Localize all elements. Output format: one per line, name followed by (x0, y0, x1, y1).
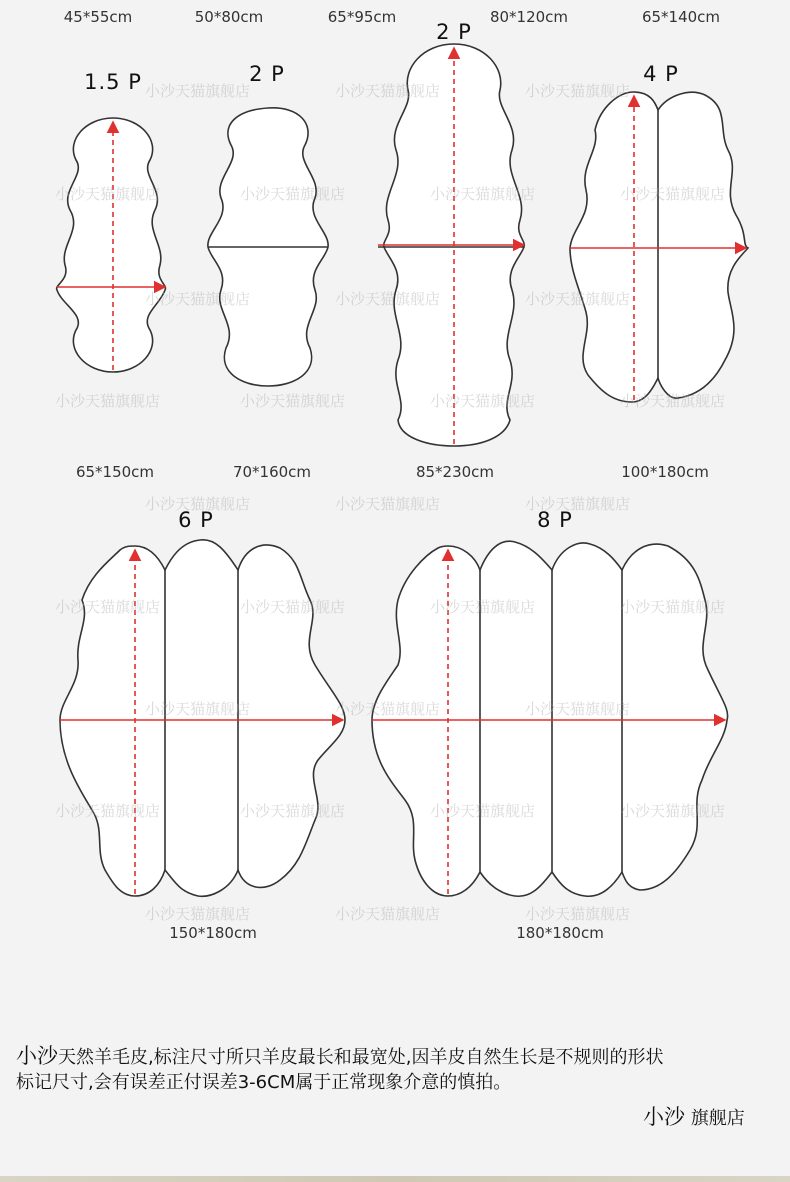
watermark: 小沙天猫旗舰店 (240, 598, 346, 616)
signature-suffix: 旗舰店 (685, 1108, 745, 1129)
watermark: 小沙天猫旗舰店 (430, 802, 536, 820)
watermark: 小沙天猫旗舰店 (335, 290, 441, 308)
top-size-2: 50*80cm (194, 8, 264, 26)
watermark: 小沙天猫旗舰店 (240, 185, 346, 203)
disclaimer-text: 天然羊毛皮,标注尺寸所只羊皮最长和最宽处,因羊皮自然生长是不规则的形状 (58, 1047, 664, 1068)
watermark: 小沙天猫旗舰店 (620, 802, 726, 820)
shape-8p (372, 541, 728, 896)
piece-label-2p-b: 2 P (436, 20, 472, 44)
top-size-4: 80*120cm (489, 8, 569, 26)
signature-brand: 小沙 (643, 1105, 685, 1129)
watermark: 小沙天猫旗舰店 (145, 290, 251, 308)
watermark: 小沙天猫旗舰店 (525, 905, 631, 923)
size-label-100x180: 100*180cm (621, 463, 709, 481)
size-label-150x180: 150*180cm (169, 924, 257, 942)
watermark: 小沙天猫旗舰店 (145, 905, 251, 923)
watermark: 小沙天猫旗舰店 (55, 392, 161, 410)
piece-label-1-5p: 1.5 P (84, 70, 142, 94)
bottom-strip (0, 1176, 790, 1182)
watermark: 小沙天猫旗舰店 (525, 290, 631, 308)
watermark: 小沙天猫旗舰店 (430, 598, 536, 616)
piece-label-8p: 8 P (537, 508, 573, 532)
size-label-180x180: 180*180cm (516, 924, 604, 942)
watermark: 小沙天猫旗舰店 (620, 392, 726, 410)
watermark: 小沙天猫旗舰店 (145, 82, 251, 100)
shape-4p (570, 92, 748, 402)
top-size-3: 65*95cm (327, 8, 397, 26)
top-size-5: 65*140cm (641, 8, 721, 26)
watermark: 小沙天猫旗舰店 (620, 185, 726, 203)
watermark: 小沙天猫旗舰店 (145, 700, 251, 718)
watermark: 小沙天猫旗舰店 (240, 802, 346, 820)
shape-6p (60, 540, 345, 897)
watermark: 小沙天猫旗舰店 (240, 392, 346, 410)
top-size-1: 45*55cm (63, 8, 133, 26)
watermark: 小沙天猫旗舰店 (620, 598, 726, 616)
watermark: 小沙天猫旗舰店 (335, 700, 441, 718)
watermark: 小沙天猫旗舰店 (430, 185, 536, 203)
watermark: 小沙天猫旗舰店 (55, 598, 161, 616)
watermark: 小沙天猫旗舰店 (430, 392, 536, 410)
watermark: 小沙天猫旗舰店 (55, 802, 161, 820)
brand-name: 小沙 (16, 1044, 58, 1068)
watermark: 小沙天猫旗舰店 (335, 905, 441, 923)
watermark: 小沙天猫旗舰店 (55, 185, 161, 203)
watermark: 小沙天猫旗舰店 (335, 495, 441, 513)
size-label-70x160: 70*160cm (232, 463, 312, 481)
size-label-65x150: 65*150cm (75, 463, 155, 481)
size-label-85x230: 85*230cm (415, 463, 495, 481)
watermark: 小沙天猫旗舰店 (525, 82, 631, 100)
size-disclaimer-line1 (16, 1040, 786, 1070)
shape-1-5p (57, 118, 166, 372)
watermark: 小沙天猫旗舰店 (145, 495, 251, 513)
piece-label-4p: 4 P (643, 62, 679, 86)
watermark: 小沙天猫旗舰店 (525, 495, 631, 513)
store-signature (643, 1101, 745, 1131)
piece-label-6p: 6 P (178, 508, 214, 532)
piece-label-2p-a: 2 P (249, 62, 285, 86)
size-disclaimer-line2: 标记尺寸,会有误差正付误差3-6CM属于正常现象介意的慎拍。 (16, 1072, 512, 1093)
watermark: 小沙天猫旗舰店 (525, 700, 631, 718)
watermark: 小沙天猫旗舰店 (335, 82, 441, 100)
